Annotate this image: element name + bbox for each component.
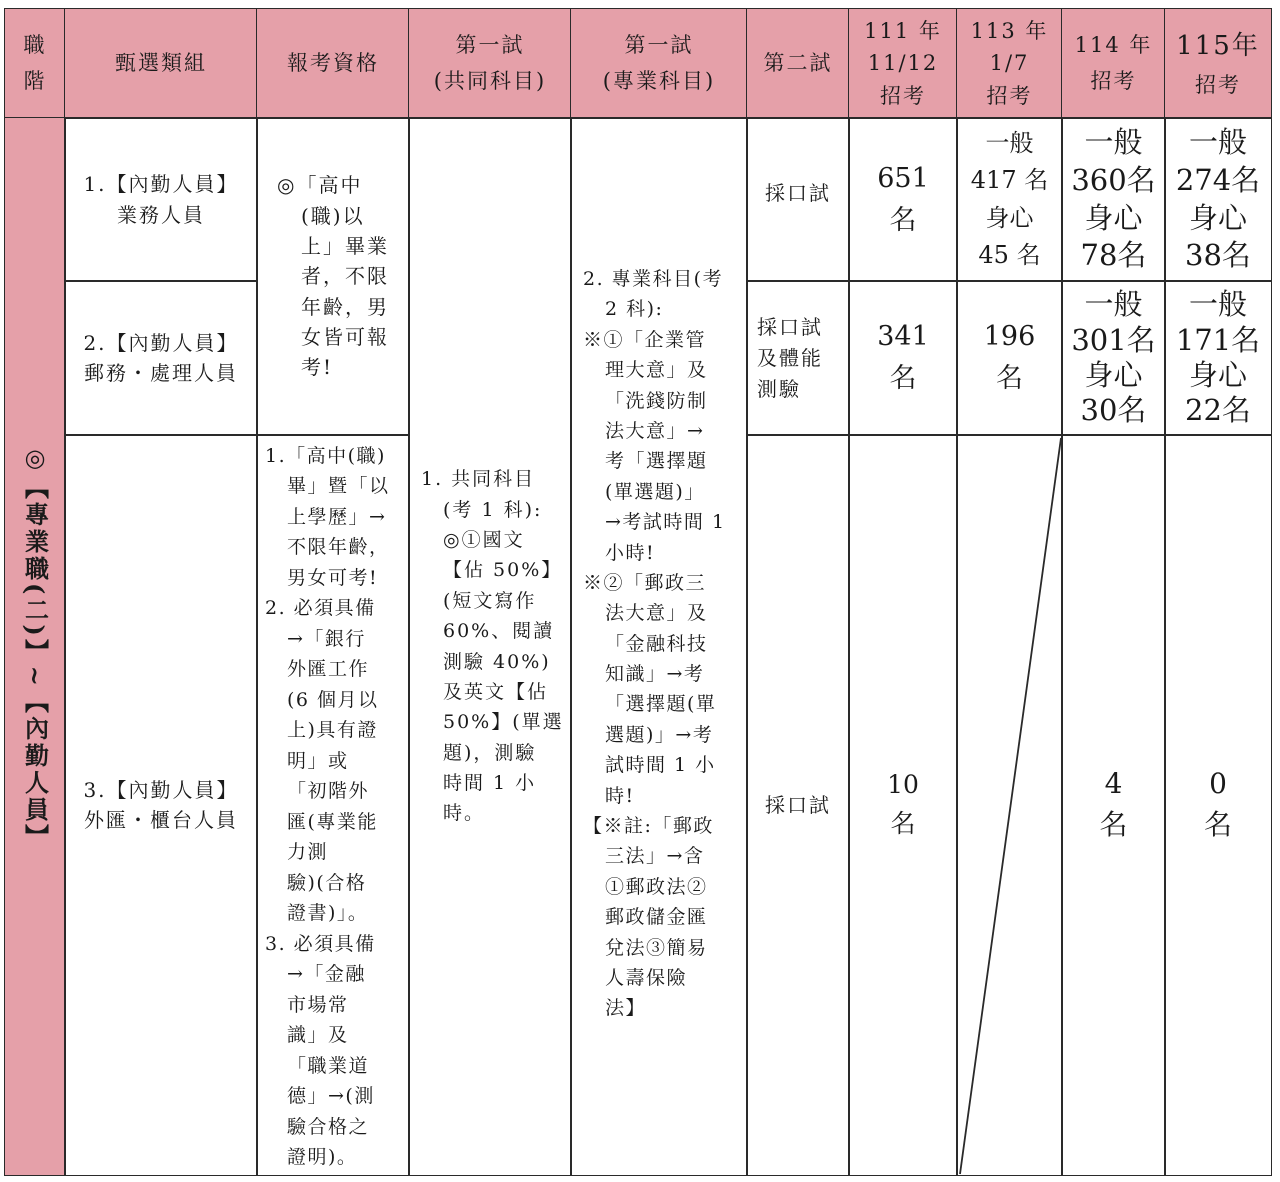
category-cell xyxy=(4,117,66,1176)
common-line: 【佔 50%】 xyxy=(443,559,563,582)
header-line: 第一試 xyxy=(455,32,525,57)
qual-line: 3. 必須具備 xyxy=(265,932,376,955)
count-line: 45 名 xyxy=(978,240,1041,269)
pro-line: →考試時間 1 xyxy=(605,511,726,534)
qual-line: 不限年齡， xyxy=(287,536,390,559)
header-line: 招考 xyxy=(1194,72,1241,97)
count-line: 一般 xyxy=(985,129,1034,158)
header-line: 114 年 xyxy=(1074,32,1153,57)
group-row1 xyxy=(64,117,258,282)
header-line: 第二試 xyxy=(763,50,833,75)
qual-line: 「職業道 xyxy=(287,1054,370,1077)
y111-row2 xyxy=(848,280,958,436)
count-line: 身心 xyxy=(1188,200,1247,235)
header-level xyxy=(4,8,66,119)
count-line: 名 xyxy=(1099,808,1128,841)
count-line: 身心 xyxy=(1084,358,1143,392)
header-exam1-pro xyxy=(570,8,748,119)
qual-line: 考! xyxy=(301,355,334,380)
qual-line: 市場常 xyxy=(287,993,349,1016)
header-exam1-common xyxy=(408,8,572,119)
pro-line: ①郵政法② xyxy=(605,875,708,898)
count-line: 名 xyxy=(889,204,917,236)
qual-line: 1.「高中(職) xyxy=(265,445,386,467)
pro-line: 法大意」及 xyxy=(605,602,708,625)
pro-line: 法大意」→ xyxy=(605,419,705,442)
count-line: 0 xyxy=(1209,767,1227,801)
header-qualification xyxy=(256,8,410,119)
qual-line: 證書)」。 xyxy=(287,902,369,925)
common-line: 題)，測驗 xyxy=(443,741,537,764)
qual-line: 「初階外 xyxy=(287,780,370,803)
group-line: 業務人員 xyxy=(117,202,205,227)
y114-row3 xyxy=(1061,434,1166,1176)
count-line: 一般 xyxy=(1188,287,1247,322)
y113-row1 xyxy=(956,117,1063,282)
pro-line: 三法」→含 xyxy=(605,845,705,868)
count-line: 341 xyxy=(877,321,929,353)
qual-line: 德」→(測 xyxy=(287,1085,375,1108)
pro-line: 試時間 1 小 xyxy=(605,754,716,777)
header-exam2 xyxy=(746,8,850,119)
group-line: 1.【內勤人員】 xyxy=(83,172,239,197)
count-line: 名 xyxy=(995,363,1023,394)
header-line: 職 xyxy=(23,32,47,57)
y111-row3 xyxy=(848,434,958,1176)
pro-line: 時! xyxy=(605,784,635,807)
qual-line: (6 個月以 xyxy=(287,688,379,711)
qual-line: 畢」暨「以 xyxy=(287,475,390,498)
group-row2 xyxy=(64,280,258,436)
pro-line: 人壽保險 xyxy=(605,966,688,989)
count-line: 10 xyxy=(887,770,919,800)
y115-row2 xyxy=(1164,280,1272,436)
count-line: 196 xyxy=(983,321,1036,353)
qual-line: 上)具有證 xyxy=(287,719,378,742)
y113-row2 xyxy=(956,280,1063,436)
exam2-row2 xyxy=(746,280,850,436)
qual-line: 力測 xyxy=(287,841,329,864)
qual-line: 識」及 xyxy=(287,1024,349,1047)
exam2-line: 採口試 xyxy=(765,792,831,817)
group-line: 3.【內勤人員】 xyxy=(83,777,239,802)
header-line: (專業科目) xyxy=(602,68,716,93)
common-line: 時間 1 小 xyxy=(443,772,537,795)
count-line: 274名 xyxy=(1175,162,1261,197)
group-line: 2.【內勤人員】 xyxy=(83,330,239,355)
qual-line: 驗)(合格 xyxy=(287,871,367,894)
header-y111 xyxy=(848,8,958,119)
qual-line: 上」畢業 xyxy=(301,233,389,258)
group-row3 xyxy=(64,434,258,1176)
qualification-row12 xyxy=(256,117,410,436)
pro-line: 「洗錢防制 xyxy=(605,389,708,412)
header-line: 招考 xyxy=(1090,68,1137,93)
qual-line: 匯(專業能 xyxy=(287,810,378,833)
common-line: (短文寫作 xyxy=(443,589,537,612)
pro-line: 2 科): xyxy=(605,298,664,321)
count-line: 名 xyxy=(890,809,916,838)
header-line: 報考資格 xyxy=(287,50,379,75)
count-line: 22名 xyxy=(1185,393,1251,428)
qual-line: 女皆可報 xyxy=(301,325,389,350)
pro-line: ※②「郵政三 xyxy=(583,571,707,594)
pro-line: 2. 專業科目(考 xyxy=(583,268,724,290)
pro-line: (單選題)」 xyxy=(605,480,705,503)
group-line: 外匯・櫃台人員 xyxy=(84,808,238,832)
qual-line: 2. 必須具備 xyxy=(265,597,376,620)
common-line: 時。 xyxy=(443,802,486,825)
count-line: 301名 xyxy=(1071,322,1156,357)
exam2-row3 xyxy=(746,434,850,1176)
pro-line: 考「選擇題 xyxy=(605,450,708,473)
count-line: 171名 xyxy=(1175,322,1261,357)
exam2-row1 xyxy=(746,117,850,282)
header-y113 xyxy=(956,8,1063,119)
count-line: 417 名 xyxy=(970,166,1049,195)
group-line: 郵務・處理人員 xyxy=(84,361,238,385)
pro-line: 選題)」→考 xyxy=(605,723,714,746)
qualification-row3 xyxy=(256,434,410,1176)
header-line: 1/7 xyxy=(989,51,1030,76)
pro-line: 小時! xyxy=(605,541,656,564)
pro-line: 「選擇題(單 xyxy=(605,693,717,716)
exam2-line: 及體能 xyxy=(757,345,823,370)
y111-row1 xyxy=(848,117,958,282)
count-line: 一般 xyxy=(1188,125,1247,160)
qual-line: 證明)。 xyxy=(287,1146,358,1169)
common-line: 測驗 40%) xyxy=(443,650,551,673)
header-line: (共同科目) xyxy=(433,68,547,93)
common-line: 60%、閱讀 xyxy=(443,620,555,643)
category-label: ◎【專業職(二)】~【內勤人員】 xyxy=(20,442,50,851)
header-line: 招考 xyxy=(986,83,1033,108)
header-line: 第一試 xyxy=(624,32,694,57)
y114-row1 xyxy=(1061,117,1166,282)
diagonal-line xyxy=(957,435,1064,1177)
common-line: ◎①國文 xyxy=(443,528,525,551)
header-y114 xyxy=(1061,8,1166,119)
qual-line: 明」或 xyxy=(287,749,349,772)
count-line: 名 xyxy=(1203,808,1232,841)
y115-row3 xyxy=(1164,434,1272,1176)
count-line: 身心 xyxy=(1188,358,1247,392)
qual-line: 男女可考! xyxy=(287,566,379,589)
pro-line: 兌法③簡易 xyxy=(605,936,708,959)
count-line: 360名 xyxy=(1071,162,1156,197)
qual-line: (職)以 xyxy=(301,203,365,228)
qual-line: 上學歷」→ xyxy=(287,505,387,528)
common-line: (考 1 科): xyxy=(443,498,543,521)
pro-line: 「金融科技 xyxy=(605,632,708,655)
qual-line: →「銀行 xyxy=(287,627,366,650)
qual-line: 年齡，男 xyxy=(301,294,389,319)
qual-line: →「金融 xyxy=(287,963,366,986)
y113-row3 xyxy=(956,434,1063,1176)
header-line: 11/12 xyxy=(867,51,939,76)
header-line: 111 年 xyxy=(864,18,942,43)
count-line: 4 xyxy=(1104,767,1123,801)
pro-line: 知識」→考 xyxy=(605,663,705,686)
count-line: 一般 xyxy=(1084,287,1143,322)
count-line: 身心 xyxy=(1084,200,1143,235)
recruitment-table xyxy=(4,8,1272,1176)
header-line: 113 年 xyxy=(970,18,1049,43)
header-group xyxy=(64,8,258,119)
qual-line: 外匯工作 xyxy=(287,658,370,681)
count-line: 一般 xyxy=(1084,125,1143,160)
common-subject-cell xyxy=(408,117,572,1176)
common-line: 1. 共同科目 xyxy=(421,468,536,491)
pro-line: 郵政儲金匯 xyxy=(605,906,708,929)
y115-row1 xyxy=(1164,117,1272,282)
header-line: 甄選類組 xyxy=(115,50,207,75)
qual-line: 驗合格之 xyxy=(287,1115,370,1138)
count-line: 78名 xyxy=(1080,238,1147,273)
pro-subject-cell xyxy=(570,117,748,1176)
header-line: 階 xyxy=(23,68,47,93)
pro-line: 法】 xyxy=(605,997,647,1020)
y114-row2 xyxy=(1061,280,1166,436)
exam2-line: 測驗 xyxy=(757,376,801,401)
pro-line: 理大意」及 xyxy=(605,359,708,382)
qual-line: ◎「高中 xyxy=(277,173,363,198)
count-line: 身心 xyxy=(985,203,1034,232)
pro-line: 【※註:「郵政 xyxy=(583,815,714,838)
count-line: 651 xyxy=(877,162,929,194)
header-y115 xyxy=(1164,8,1272,119)
count-line: 30名 xyxy=(1080,393,1147,428)
exam2-line: 採口試 xyxy=(757,314,823,339)
qual-line: 者，不限 xyxy=(301,264,389,289)
header-line: 招考 xyxy=(879,83,926,108)
common-line: 50%】(單選 xyxy=(443,711,564,734)
common-line: 及英文【佔 xyxy=(443,680,549,703)
count-line: 38名 xyxy=(1185,238,1251,273)
header-line: 115年 xyxy=(1176,30,1260,61)
exam2-line: 採口試 xyxy=(765,181,831,205)
count-line: 名 xyxy=(889,363,917,394)
pro-line: ※①「企業管 xyxy=(583,328,707,351)
